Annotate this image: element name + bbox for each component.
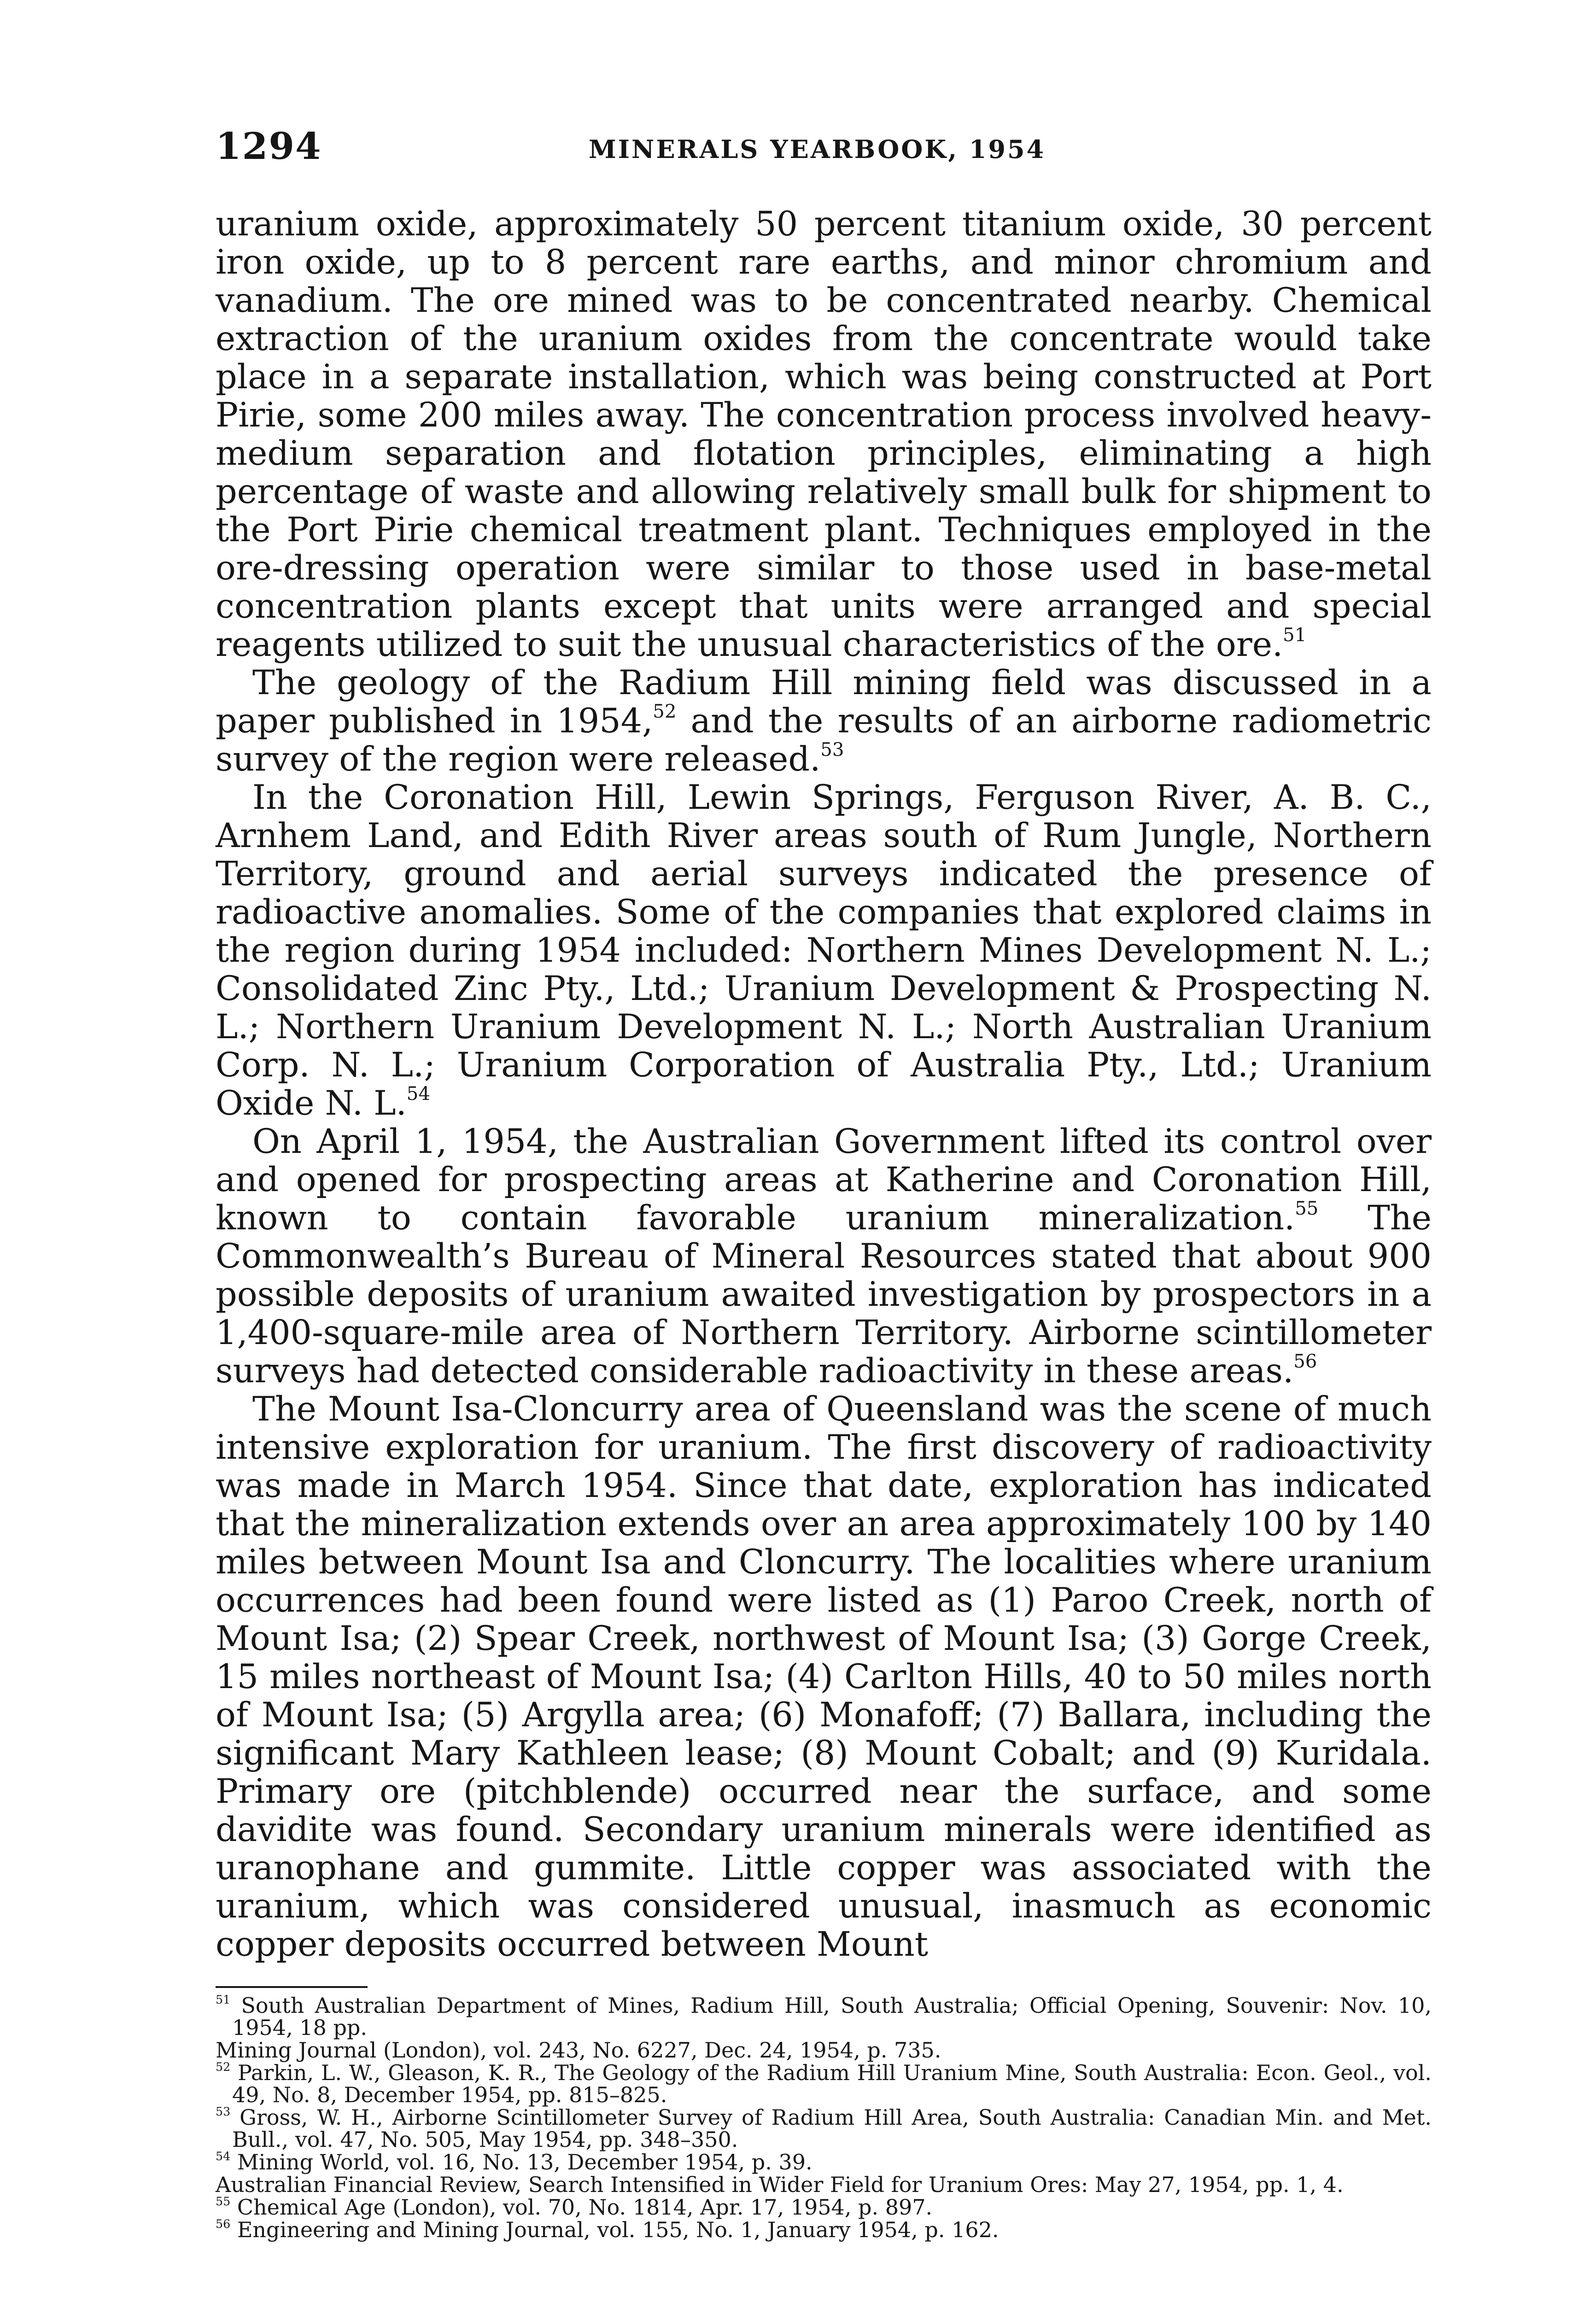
footnote-mark: 52 [216,2060,231,2074]
body-text [216,205,1432,1964]
footnote-ref: 53 [820,739,844,760]
footnote-ref: 56 [1293,1350,1317,1372]
paragraph: On April 1, 1954, the Australian Government lifted its control over and opened for prospecting areas at Katherine and Coronation Hill, known to contain favorable uranium mineralization.$^{55}$ The Commonwealth’s Bureau of Mineral Resources stated that about 900 possible deposits of uranium awaited investigation by prospectors in a 1,400-square-mile area of Northern Territory. Airborne scintillometer surveys had detected considerable radioactivity in these areas.$^{56}$ [216,1122,1432,1391]
footnote: $^{52}$ Parkin, L. W., Gleason, K. R., The Geology of the Radium Hill Uranium Mine, South Australia: Econ. Geol., vol. 49, No. 8, December 1954, pp. 815–825. [216,2060,1432,2107]
page-header [216,124,1432,175]
footnote-mark: 55 [216,2194,231,2208]
footnote-mark: 56 [216,2217,231,2231]
page-number: 1294 [216,124,322,168]
footnote: $^{53}$ Gross, W. H., Airborne Scintillometer Survey of Radium Hill Area, South Australia: Canadian Min. and Met. Bull., vol. 47, No. 505, May 1954, pp. 348–350. [216,2104,1432,2152]
footnote-ref: 54 [406,1083,430,1105]
footnote: $^{51}$ South Australian Department of Mines, Radium Hill, South Australia; Official Opening, Souvenir: Nov. 10, 1954, 18 pp. [216,1993,1432,2040]
footnote-mark: 51 [216,1993,231,2006]
paragraph: uranium oxide, approximately 50 percent titanium oxide, 30 percent iron oxide, up to 8 percent rare earths, and minor chromium and vanadium. The ore mined was to be concentrated nearby. Chemical extraction of the uranium oxides from the concentrate would take place in a separate installation, which was being constructed at Port Pirie, some 200 miles away. The concentration process involved heavy-medium separation and flotation principles, eliminating a high percentage of waste and allowing relatively small bulk for shipment to the Port Pirie chemical treatment plant. Techniques employed in the ore-dressing operation were similar to those used in base-metal concentration plants except that units were arranged and special reagents utilized to suit the unusual characteristics of the ore.$^{51}$ [216,205,1432,664]
footnote-ref: 51 [1283,624,1307,646]
footnote-ref: 52 [653,701,677,722]
footnote-mark: 54 [216,2149,231,2163]
footnote-ref: 55 [1295,1198,1319,1219]
footnotes [216,1994,1432,2241]
footnote: Australian Financial Review, Search Intensified in Wider Field for Uranium Ores: May 27, 1954, pp. 1, 4. [216,2172,1344,2197]
footnote: $^{56}$ Engineering and Mining Journal, vol. 155, No. 1, January 1954, p. 162. [216,2217,999,2242]
running-head: MINERALS YEARBOOK, 1954 [589,134,1046,164]
paragraph: The Mount Isa-Cloncurry area of Queensland was the scene of much intensive exploration for uranium. The first discovery of radioactivity was made in March 1954. Since that date, exploration has indicated that the mineralization extends over an area approximately 100 by 140 miles between Mount Isa and Cloncurry. The localities where uranium occurrences had been found were listed as (1) Paroo Creek, north of Mount Isa; (2) Spear Creek, northwest of Mount Isa; (3) Gorge Creek, 15 miles northeast of Mount Isa; (4) Carlton Hills, 40 to 50 miles north of Mount Isa; (5) Argylla area; (6) Monafoff; (7) Ballara, including the significant Mary Kathleen lease; (8) Mount Cobalt; and (9) Kuridala. Primary ore (pitchblende) occurred near the surface, and some davidite was found. Secondary uranium minerals were identified as uranophane and gummite. Little copper was associated with the uranium, which was considered unusual, inasmuch as economic copper deposits occurred between Mount [216,1390,1432,1964]
paragraph: The geology of the Radium Hill mining field was discussed in a paper published in 1954,52 and the results of an airborne radiometric survey of the region were released.$^{53}$ [216,663,1432,779]
footnote: $^{54}$ Mining World, vol. 16, No. 13, December 1954, p. 39. [216,2149,813,2174]
footnote-divider [216,1986,368,1988]
footnote-mark: 53 [216,2104,231,2118]
footnote: $^{55}$ Chemical Age (London), vol. 70, No. 1814, Apr. 17, 1954, p. 897. [216,2194,933,2220]
footnote: Mining Journal (London), vol. 243, No. 6227, Dec. 24, 1954, p. 735. [216,2038,941,2063]
paragraph: In the Coronation Hill, Lewin Springs, Ferguson River, A. B. C., Arnhem Land, and Edith River areas south of Rum Jungle, Northern Territory, ground and aerial surveys indicated the presence of radioactive anomalies. Some of the companies that explored claims in the region during 1954 included: Northern Mines Development N. L.; Consolidated Zinc Pty., Ltd.; Uranium Development & Prospecting N. L.; Northern Uranium Development N. L.; North Australian Uranium Corp. N. L.; Uranium Corporation of Australia Pty., Ltd.; Uranium Oxide N. L.$^{54}$ [216,778,1432,1123]
